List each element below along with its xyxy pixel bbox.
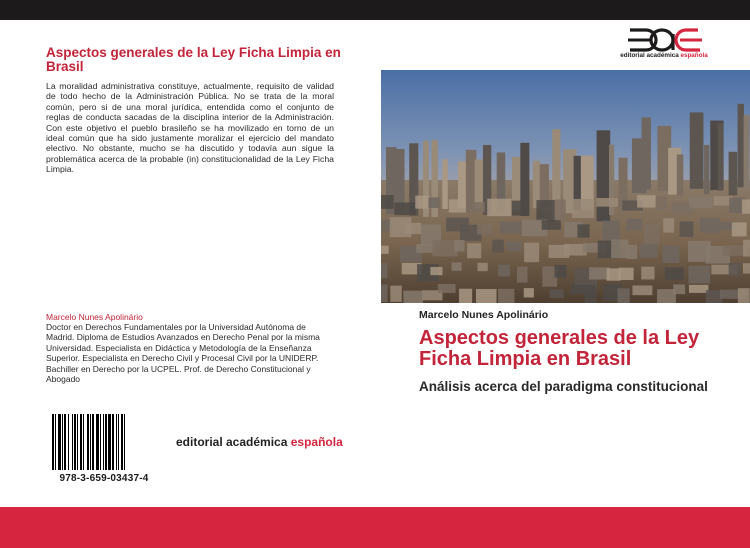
isbn-number: 978-3-659-03437-4: [59, 473, 149, 484]
logo-caption: [612, 52, 716, 59]
logo-caption-accent: española: [680, 52, 708, 59]
publisher-main-text: editorial académica: [176, 435, 291, 449]
bottom-band: [0, 507, 750, 548]
barcode: [52, 414, 156, 470]
back-cover-title: Aspectos generales de la Ley Ficha Limpia en Brasil: [46, 45, 341, 74]
front-cover-title: Aspectos generales de la Ley Ficha Limpia en Brasil: [419, 327, 700, 370]
back-cover-blurb: La moralidad administrativa constituye, actualmente, requisito de validad de todo hecho de la Administración Pública. No se trata de la moral común, pero si de una moral jurídica, entendida como el conjunto de reglas de conducta sacadas de la disciplina interior de la Administración. Con este objetivo el pueblo brasileño se ha movilizado en torno de un ideal común que ha sido justamente moralizar el ejercicio del mandato electivo. No obstante, mucho se ha discutido y todavía aun sigue la problemática acerca de la probable (in) constitucionalidad de la Ley Ficha Limpia.: [46, 81, 334, 175]
publisher-name-back: [176, 435, 343, 449]
top-band: [0, 0, 750, 20]
front-cover-author-name: Marcelo Nunes Apolinário: [419, 309, 549, 321]
city-skyline-photo: [381, 70, 750, 303]
back-cover-author-name: Marcelo Nunes Apolinário: [46, 312, 143, 322]
publisher-accent-text: española: [290, 435, 343, 449]
front-cover-subtitle: Análisis acerca del paradigma constitucional: [419, 379, 708, 394]
author-bio: Doctor en Derechos Fundamentales por la Universidad Autónoma de Madrid. Diploma de Estudios Avanzados en Derecho Penal por la misma Universidad. Especialista en Didáctica y Metodología de la Enseñanza Superior. Especialista en Derecho Civil y Procesal Civil por la UNIDERP. Bachiller en Derecho por la UCPEL. Prof. de Derecho Constitucional y Abogado: [46, 322, 320, 385]
logo-caption-main: editorial académica: [620, 52, 681, 59]
